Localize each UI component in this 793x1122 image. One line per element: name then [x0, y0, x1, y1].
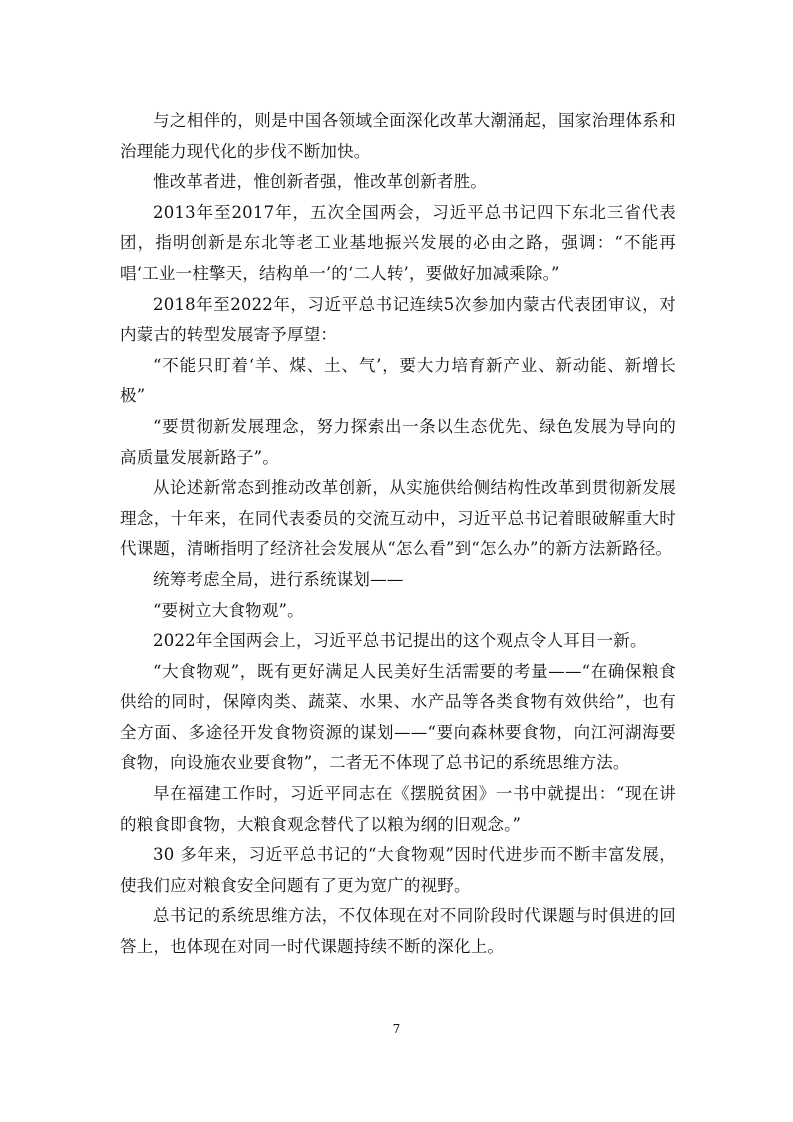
paragraph-9-quote: “要树立大食物观”。: [153, 600, 304, 620]
paragraph-7: 从论述新常态到推动改革创新，从实施供给侧结构性改革到贯彻新发展理念，十年来，在同代表委员的交流互动中，习近平总书记着眼破解重大时代课题，清晰指明了经济社会发展从“怎么看”到“怎么办”的新方法新路径。: [120, 478, 676, 559]
paragraph-4: 2018年至2022年，习近平总书记连续5次参加内蒙古代表团审议，对内蒙古的转型发展寄予厚望：: [120, 294, 676, 345]
paragraph-8: 统筹考虑全局，进行系统谋划——: [153, 569, 404, 589]
paragraph-3: 2013年至2017年，五次全国两会，习近平总书记四下东北三省代表团，指明创新是东北等老工业基地振兴发展的必由之路，强调：“不能再唱‘工业一柱擎天，结构单一’的‘二人转’，要做好加减乘除。”: [120, 202, 676, 283]
document-body: [120, 106, 676, 963]
paragraph-1: 与之相伴的，则是中国各领域全面深化改革大潮涌起，国家治理体系和治理能力现代化的步伐不断加快。: [120, 111, 676, 161]
paragraph-13: 30 多年来，习近平总书记的“大食物观”因时代进步而不断丰富发展，使我们应对粮食安全问题有了更为宽广的视野。: [120, 845, 676, 895]
paragraph-2: 惟改革者进，惟创新者强，惟改革创新者胜。: [153, 172, 487, 192]
paragraph-11: “大食物观”，既有更好满足人民美好生活需要的考量——“在确保粮食供给的同时，保障肉类、蔬菜、水果、水产品等各类食物有效供给”，也有全方面、多途径开发食物资源的谋划——“要向森林要食物，向江河湖海要食物，向设施农业要食物”，二者无不体现了总书记的系统思维方法。: [120, 661, 676, 773]
paragraph-10: 2022年全国两会上，习近平总书记提出的这个观点令人耳目一新。: [153, 631, 647, 651]
paragraph-14: 总书记的系统思维方法，不仅体现在对不同阶段时代课题与时俱进的回答上，也体现在对同一时代课题持续不断的深化上。: [120, 906, 676, 957]
paragraph-5-quote: “不能只盯着‘羊、煤、土、气’，要大力培育新产业、新动能、新增长极”: [120, 355, 676, 406]
page-number: 7: [392, 1022, 401, 1036]
paragraph-6-quote: “要贯彻新发展理念，努力探索出一条以生态优先、绿色发展为导向的高质量发展新路子”。: [120, 416, 676, 467]
paragraph-12: 早在福建工作时，习近平同志在《摆脱贫困》一书中就提出：“现在讲的粮食即食物，大粮食观念替代了以粮为纲的旧观念。”: [120, 784, 676, 834]
